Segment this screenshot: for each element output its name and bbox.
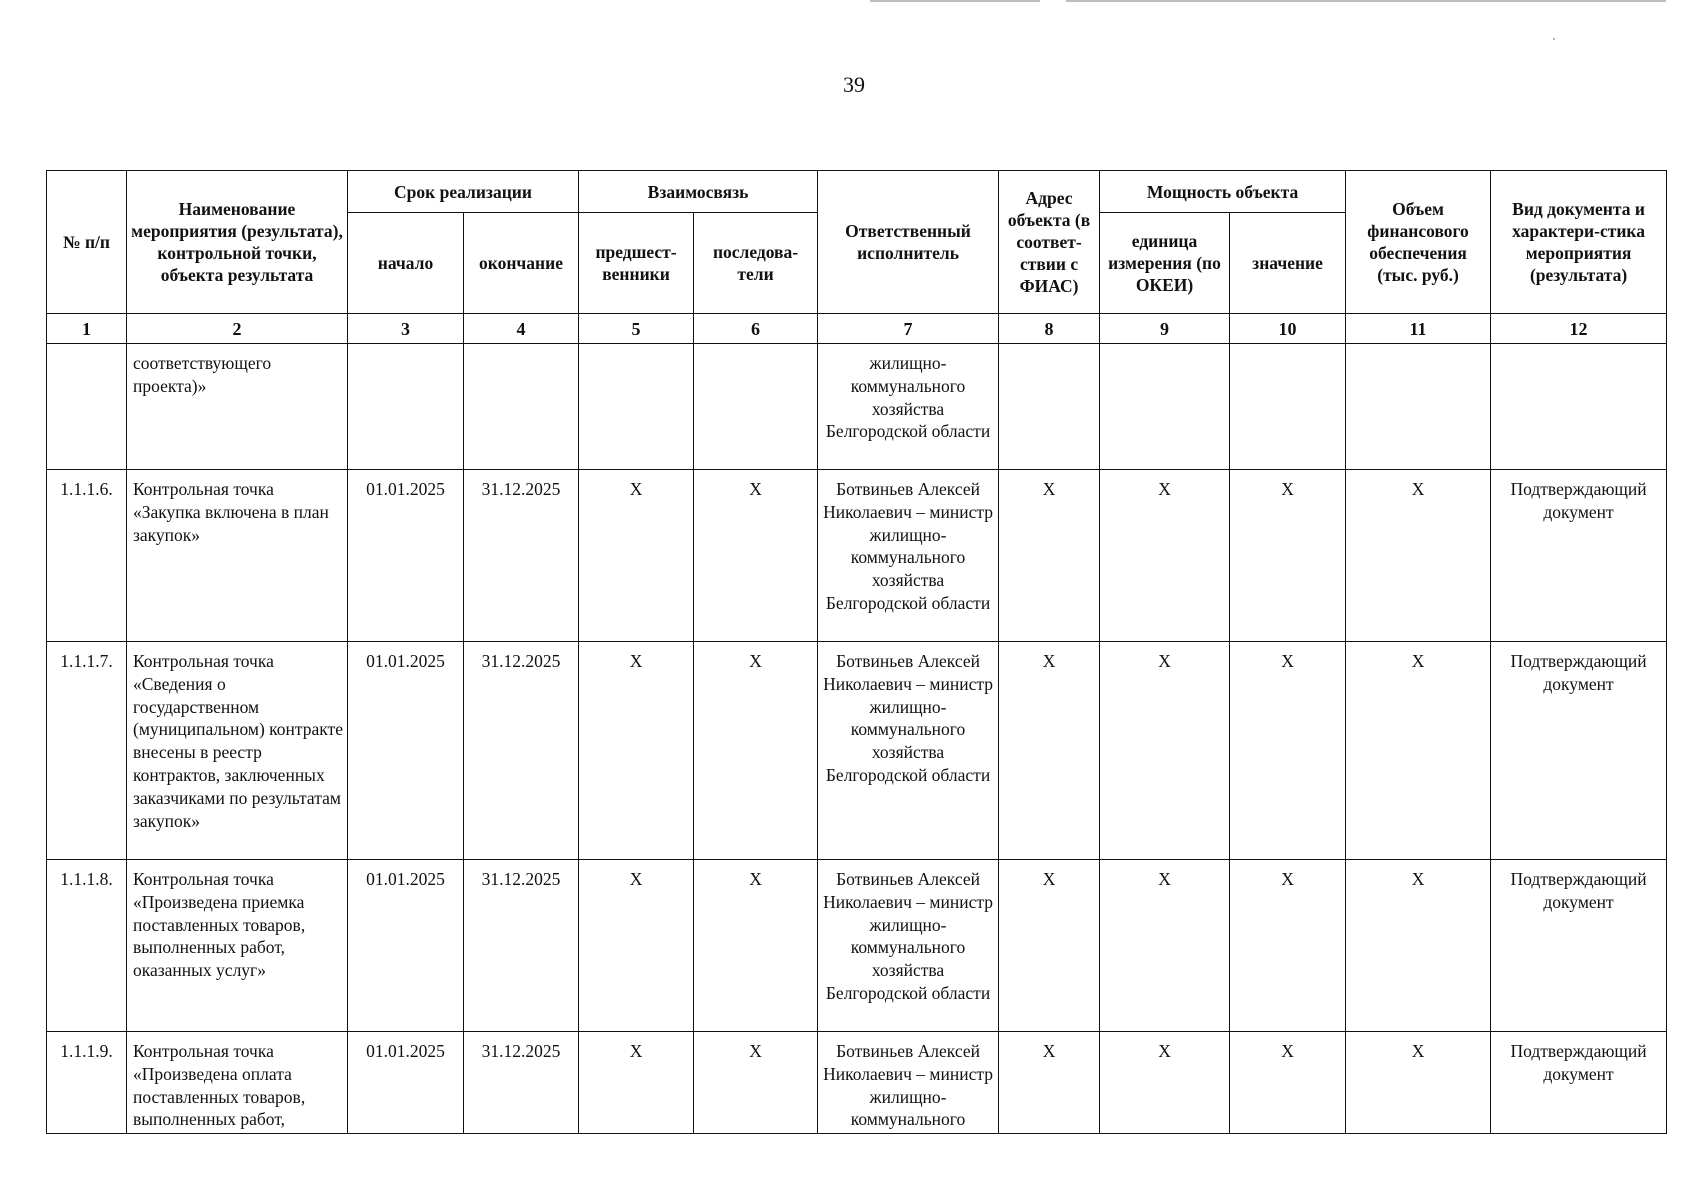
row-end — [464, 344, 579, 470]
row-successors: X — [694, 470, 818, 642]
table-row — [47, 344, 1667, 470]
column-number: 9 — [1100, 314, 1230, 344]
row-address: X — [999, 860, 1100, 1032]
row-name: Контрольная точка «Произведена приемка поставленных товаров, выполненных работ, оказанных услуг» — [127, 860, 348, 1032]
row-successors — [694, 344, 818, 470]
row-end: 31.12.2025 — [464, 470, 579, 642]
header-predecessors: предшест-венники — [579, 213, 694, 314]
header-end: окончание — [464, 213, 579, 314]
header-relation-group: Взаимосвязь — [579, 171, 818, 213]
header-name: Наименование мероприятия (результата), контрольной точки, объекта результата — [127, 171, 348, 314]
column-number: 8 — [999, 314, 1100, 344]
row-funding: X — [1346, 1032, 1491, 1134]
row-unit: X — [1100, 642, 1230, 860]
row-successors: X — [694, 860, 818, 1032]
row-start — [348, 344, 464, 470]
row-responsible: Ботвиньев Алексей Николаевич – министр жилищно-коммунального — [818, 1032, 999, 1134]
row-doc-type — [1491, 344, 1667, 470]
column-number: 10 — [1230, 314, 1346, 344]
row-doc-type: Подтверждающий документ — [1491, 642, 1667, 860]
row-unit: X — [1100, 1032, 1230, 1134]
row-doc-type: Подтверждающий документ — [1491, 1032, 1667, 1134]
row-value: X — [1230, 860, 1346, 1032]
row-num: 1.1.1.9. — [47, 1032, 127, 1134]
row-name: Контрольная точка «Закупка включена в план закупок» — [127, 470, 348, 642]
row-responsible: Ботвиньев Алексей Николаевич – министр жилищно-коммунального хозяйства Белгородской области — [818, 470, 999, 642]
column-number-row — [47, 314, 1667, 344]
scan-artifact-line — [1066, 0, 1666, 2]
row-name: Контрольная точка «Сведения о государственном (муниципальном) контракте внесены в реестр контрактов, заключенных заказчиками по результатам закупок» — [127, 642, 348, 860]
row-responsible: жилищно-коммунального хозяйства Белгородской области — [818, 344, 999, 470]
row-unit — [1100, 344, 1230, 470]
scan-speck — [1553, 38, 1555, 40]
row-address: X — [999, 642, 1100, 860]
row-doc-type: Подтверждающий документ — [1491, 470, 1667, 642]
header-successors: последова-тели — [694, 213, 818, 314]
row-successors: X — [694, 1032, 818, 1134]
row-successors: X — [694, 642, 818, 860]
row-num: 1.1.1.7. — [47, 642, 127, 860]
header-doc-type: Вид документа и характери-стика мероприятия (результата) — [1491, 171, 1667, 314]
row-funding: X — [1346, 860, 1491, 1032]
row-value: X — [1230, 1032, 1346, 1134]
scan-artifact-line — [870, 0, 1040, 2]
row-start: 01.01.2025 — [348, 642, 464, 860]
header-funding: Объем финансового обеспечения (тыс. руб.) — [1346, 171, 1491, 314]
page-number: 39 — [843, 72, 865, 97]
column-number: 1 — [47, 314, 127, 344]
row-start: 01.01.2025 — [348, 470, 464, 642]
table-row — [47, 860, 1667, 1032]
schedule-table — [46, 170, 1667, 1134]
row-name: соответствующего проекта)» — [127, 344, 348, 470]
row-funding — [1346, 344, 1491, 470]
row-value: X — [1230, 642, 1346, 860]
row-num: 1.1.1.8. — [47, 860, 127, 1032]
row-unit: X — [1100, 470, 1230, 642]
row-end: 31.12.2025 — [464, 860, 579, 1032]
table-row — [47, 1032, 1667, 1134]
column-number: 11 — [1346, 314, 1491, 344]
table-header — [47, 171, 1667, 344]
header-value: значение — [1230, 213, 1346, 314]
row-num — [47, 344, 127, 470]
header-responsible: Ответственный исполнитель — [818, 171, 999, 314]
row-unit: X — [1100, 860, 1230, 1032]
row-responsible: Ботвиньев Алексей Николаевич – министр жилищно-коммунального хозяйства Белгородской области — [818, 642, 999, 860]
header-term-group: Срок реализации — [348, 171, 579, 213]
row-end: 31.12.2025 — [464, 642, 579, 860]
row-funding: X — [1346, 470, 1491, 642]
column-number: 7 — [818, 314, 999, 344]
column-number: 3 — [348, 314, 464, 344]
row-start: 01.01.2025 — [348, 1032, 464, 1134]
row-predecessors: X — [579, 1032, 694, 1134]
column-number: 5 — [579, 314, 694, 344]
table-body — [47, 344, 1667, 1134]
row-doc-type: Подтверждающий документ — [1491, 860, 1667, 1032]
header-unit: единица измерения (по ОКЕИ) — [1100, 213, 1230, 314]
header-capacity-group: Мощность объекта — [1100, 171, 1346, 213]
row-responsible: Ботвиньев Алексей Николаевич – министр жилищно-коммунального хозяйства Белгородской области — [818, 860, 999, 1032]
row-name: Контрольная точка «Произведена оплата поставленных товаров, выполненных работ, — [127, 1032, 348, 1134]
column-number: 4 — [464, 314, 579, 344]
row-start: 01.01.2025 — [348, 860, 464, 1032]
header-address: Адрес объекта (в соответ-ствии с ФИАС) — [999, 171, 1100, 314]
row-address: X — [999, 470, 1100, 642]
row-predecessors: X — [579, 860, 694, 1032]
row-predecessors — [579, 344, 694, 470]
row-address: X — [999, 1032, 1100, 1134]
header-start: начало — [348, 213, 464, 314]
row-address — [999, 344, 1100, 470]
header-num: № п/п — [47, 171, 127, 314]
row-value: X — [1230, 470, 1346, 642]
row-predecessors: X — [579, 470, 694, 642]
row-value — [1230, 344, 1346, 470]
column-number: 2 — [127, 314, 348, 344]
row-end: 31.12.2025 — [464, 1032, 579, 1134]
row-num: 1.1.1.6. — [47, 470, 127, 642]
row-funding: X — [1346, 642, 1491, 860]
column-number: 6 — [694, 314, 818, 344]
column-number: 12 — [1491, 314, 1667, 344]
table-row — [47, 642, 1667, 860]
row-predecessors: X — [579, 642, 694, 860]
table-row — [47, 470, 1667, 642]
